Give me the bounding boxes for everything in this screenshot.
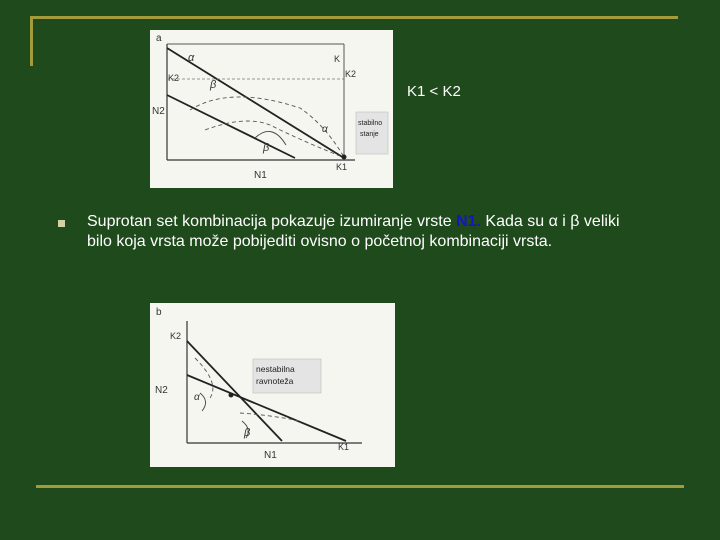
stable-state-line1: stabilno bbox=[358, 120, 383, 127]
isocline-n1 bbox=[167, 48, 344, 158]
unstable-point bbox=[229, 393, 234, 398]
trajectory-curve-2 bbox=[240, 413, 300, 421]
label-n2: N2 bbox=[155, 385, 168, 396]
label-alpha-top: α bbox=[188, 52, 195, 64]
paragraph-text-before: Suprotan set kombinacija pokazuje izumiranje vrste bbox=[87, 213, 457, 230]
label-k2: K2 bbox=[170, 331, 182, 341]
stable-point bbox=[342, 155, 347, 160]
label-alpha: α bbox=[194, 392, 200, 403]
label-k-right: K bbox=[334, 54, 341, 64]
label-k2-left: K2 bbox=[168, 73, 180, 83]
label-k1: K1 bbox=[338, 442, 350, 452]
label-n2: N2 bbox=[152, 106, 165, 117]
label-beta-top: β bbox=[210, 79, 217, 91]
label-beta-bottom: β bbox=[263, 142, 270, 154]
panel-label-a: a bbox=[156, 33, 162, 44]
frame-bottom-line bbox=[36, 485, 684, 488]
panel-label-b: b bbox=[156, 307, 162, 318]
label-alpha-mid: α bbox=[322, 124, 328, 135]
description-paragraph bbox=[87, 212, 647, 252]
isocline-n2 bbox=[167, 95, 295, 158]
unstable-line2: ravnoteža bbox=[256, 376, 294, 386]
paragraph-text-after: Kada su α i β veliki bilo koja vrsta može pobijediti ovisno o početnoj kombinaciji vrsta. bbox=[87, 213, 620, 250]
unstable-line1: nestabilna bbox=[256, 364, 295, 374]
species-n1-highlight: N1. bbox=[456, 213, 481, 230]
frame-left-line bbox=[30, 16, 33, 66]
label-k1: K1 bbox=[336, 162, 348, 172]
bullet-marker bbox=[58, 220, 65, 227]
diagram-b-unstable bbox=[150, 303, 395, 467]
k-relation-label: K1 < K2 bbox=[407, 83, 461, 100]
label-beta: β bbox=[244, 427, 251, 439]
diagram-a-stable bbox=[150, 30, 393, 188]
label-k2-right: K2 bbox=[345, 69, 357, 79]
arc-beta bbox=[255, 131, 286, 145]
frame-top-line bbox=[30, 16, 678, 19]
trajectory-curve-2 bbox=[205, 121, 340, 156]
arc-alpha bbox=[200, 393, 206, 411]
stable-state-line2: stanje bbox=[360, 131, 379, 138]
label-n1: N1 bbox=[264, 450, 277, 461]
label-n1: N1 bbox=[254, 170, 267, 181]
